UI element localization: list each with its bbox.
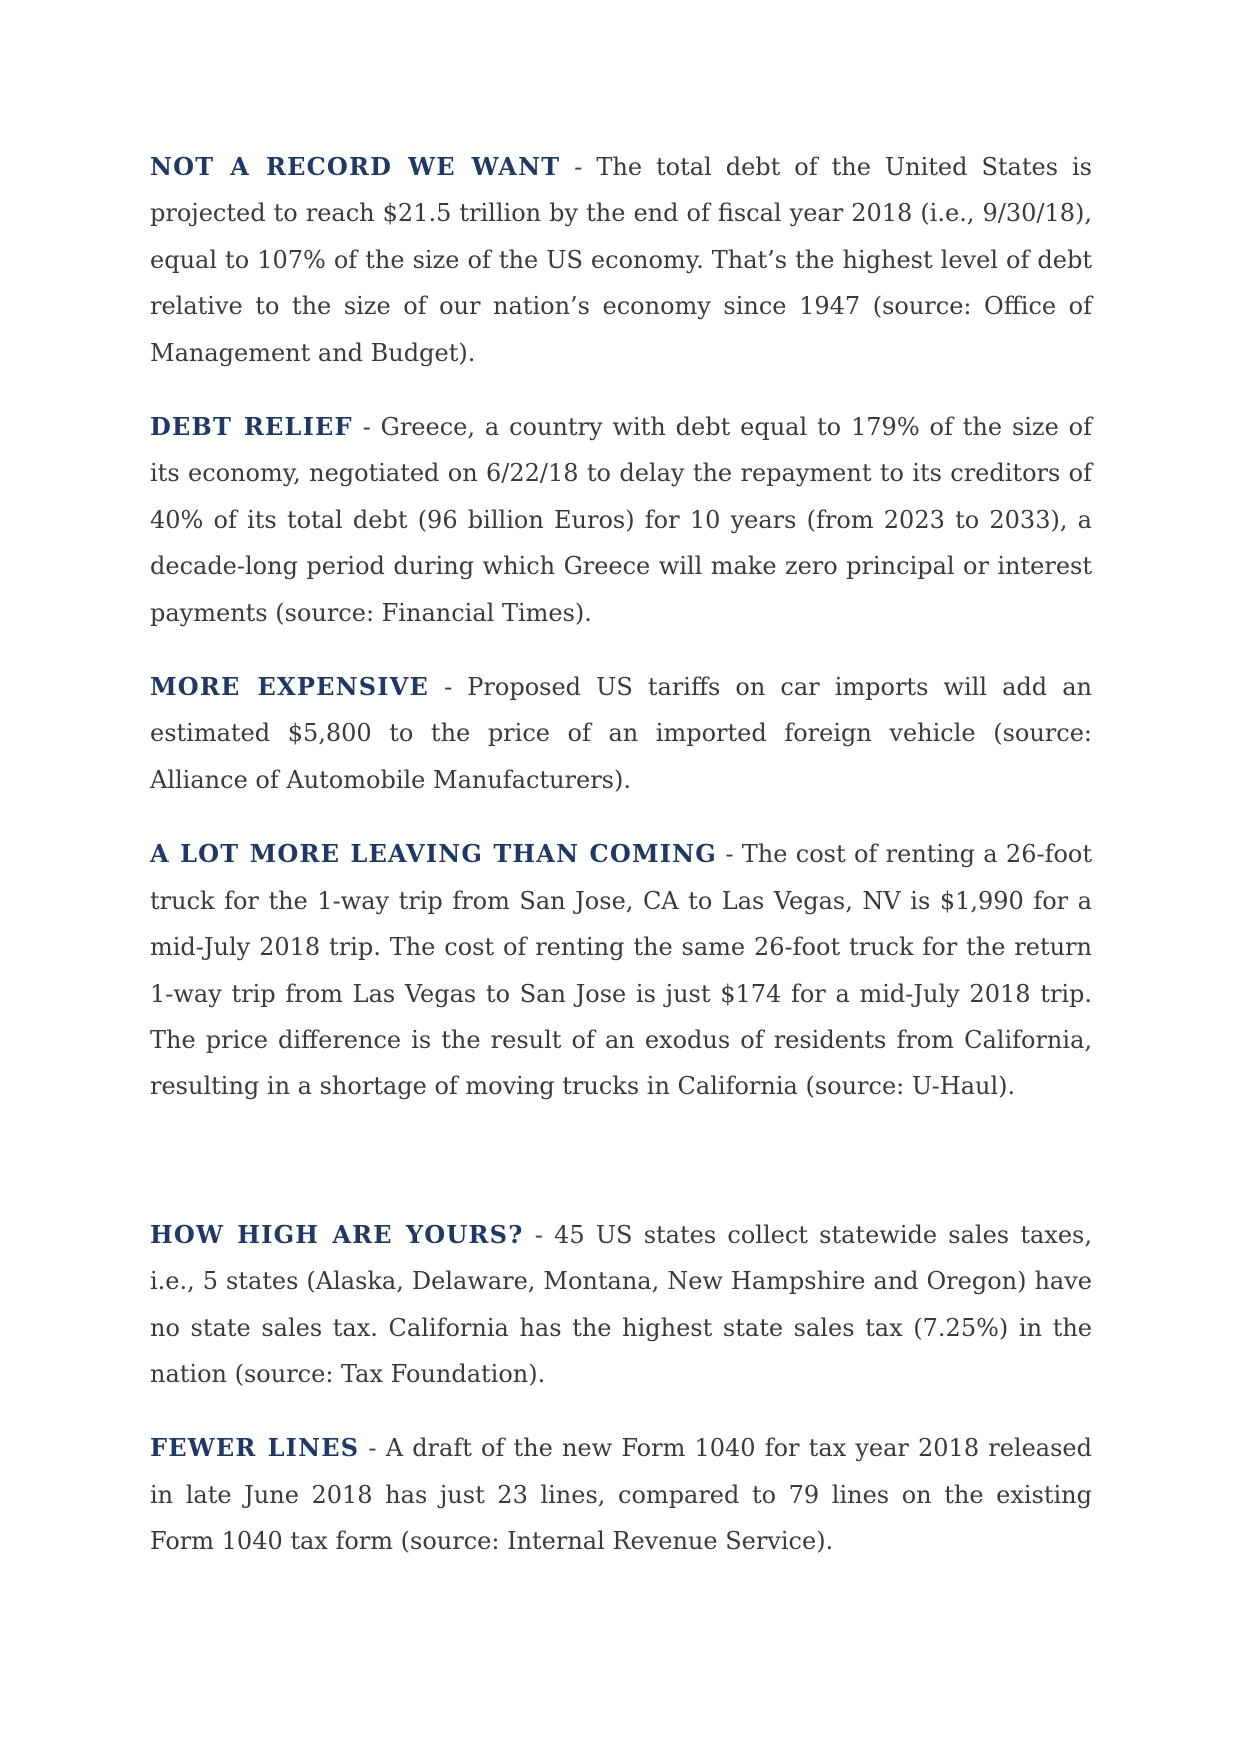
item-separator: - [560,153,597,181]
item-separator: - [523,1220,555,1249]
item-heading: MORE EXPENSIVE [150,672,429,702]
item-fewer-lines [150,1425,1092,1564]
item-separator: - [428,673,468,702]
item-heading: HOW HIGH ARE YOURS? [150,1219,524,1249]
item-record [150,144,1092,376]
item-separator: - [359,1434,386,1463]
item-body: 45 US states collect statewide sales taxes, i.e., 5 states (Alaska, Delaware, Montana, New Hampshire and Oregon) have no state sales tax. California has the highest state sales tax (7.25%) in the nation (source: Tax Foundation). [150,1220,1092,1388]
item-heading: NOT A RECORD WE WANT [150,152,561,181]
item-body: Greece, a country with debt equal to 179% of the size of its economy, negotiated on 6/22/18 to delay the repayment to its creditors of 40% of its total debt (96 billion Euros) for 10 years (from 2023 to 2033), a decade-long period during which Greece will make zero principal or interest payments (source: Financial Times). [150,413,1093,627]
item-separator: - [716,840,742,869]
article-list [150,144,1092,1593]
item-more-expensive [150,664,1092,803]
item-body: Proposed US tariffs on car imports will add an estimated $5,800 to the price of an imported foreign vehicle (source: Alliance of Automobile Manufacturers). [150,673,1092,794]
item-leaving [150,831,1092,1109]
item-body: The cost of renting a 26-foot truck for the 1-way trip from San Jose, CA to Las Vegas, NV is $1,990 for a mid-July 2018 trip. The cost of renting the same 26-foot truck for the return 1-way trip from Las Vegas to San Jose is just $174 for a mid-July 2018 trip. The price difference is the result of an exodus of residents from California, resulting in a shortage of moving trucks in California (source: U-Haul). [150,840,1093,1101]
item-body: A draft of the new Form 1040 for tax year 2018 released in late June 2018 has just 23 lines, compared to 79 lines on the existing Form 1040 tax form (source: Internal Revenue Service). [150,1434,1092,1556]
item-sales-tax [150,1212,1092,1398]
item-heading: FEWER LINES [150,1433,360,1463]
item-body: The total debt of the United States is projected to reach $21.5 trillion by the end of fiscal year 2018 (i.e., 9/30/18), equal to 107% of the size of the US economy. That’s the highest level of debt relative to the size of our nation’s economy since 1947 (source: Office of Management and Budget). [150,153,1092,367]
item-separator: - [352,413,381,442]
item-heading: DEBT RELIEF [150,412,353,442]
item-debt-relief [150,404,1092,636]
item-heading: A LOT MORE LEAVING THAN COMING [150,839,717,869]
